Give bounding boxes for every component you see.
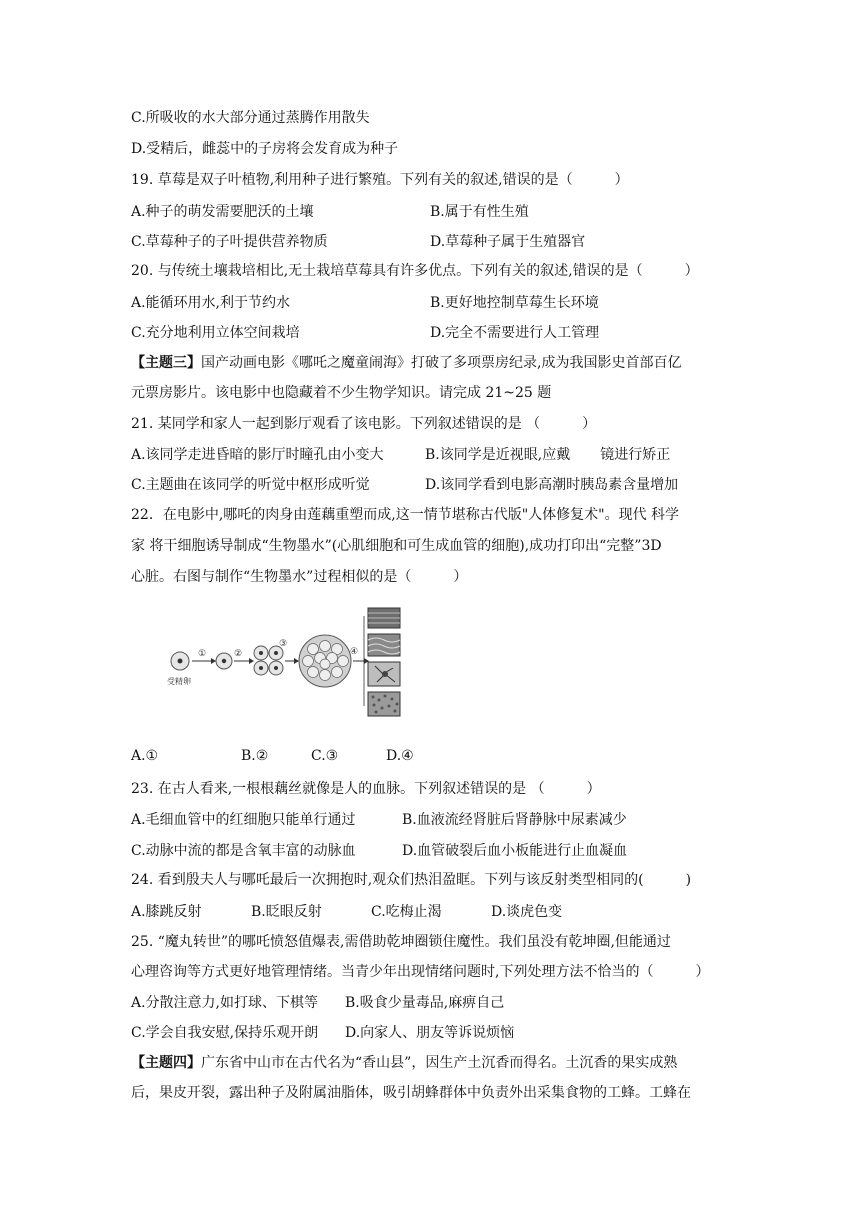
q23-option-b: B.血液流经肾脏后肾静脉中尿素减少 [402, 812, 627, 828]
q22-option-c: C.③ [311, 748, 339, 764]
question-23: 23. 在古人看来,一根根藕丝就像是人的血脉。下列叙述错误的是 （ ） [131, 781, 601, 797]
four-cells [254, 646, 283, 675]
step-1-label: ① [198, 649, 207, 659]
q23-option-c: C.动脉中流的都是含氧丰富的动脉血 [131, 843, 356, 859]
question-22-line-3: 心脏。右图与制作“生物墨水”过程相似的是（ ） [131, 569, 468, 585]
q25-option-c: C.学会自我安慰,保持乐观开朗 [131, 1025, 319, 1041]
zygote-label: 受精卵 [167, 677, 191, 686]
q18-option-c: C.所吸收的水大部分通过蒸腾作用散失 [131, 110, 370, 126]
question-25-line-2: 心理咨询等方式更好地管理情绪。当青少年出现情绪问题时,下列处理方法不恰当的（ ） [131, 964, 710, 980]
arrow-3-head [294, 658, 299, 664]
theme-4-text-2: 后，果皮开裂，露出种子及附属油脂体，吸引胡蜂群体中负责外出采集食物的工蜂。工蜂在 [131, 1085, 691, 1101]
q21-option-a: A.该同学走进昏暗的影厅时瞳孔由小变大 [131, 447, 384, 463]
step-4-label: ④ [350, 647, 359, 657]
question-19: 19. 草莓是双子叶植物,利用种子进行繁殖。下列有关的叙述,错误的是（ ） [131, 172, 629, 188]
cell-differentiation-figure [163, 604, 408, 720]
q24-option-b: B.眨眼反射 [251, 904, 322, 920]
question-24: 24. 看到殷夫人与哪吒最后一次拥抱时,观众们热泪盈眶。下列与该反射类型相同的( ) [131, 872, 692, 888]
q20-option-d: D.完全不需要进行人工管理 [430, 325, 600, 341]
cell-figure-svg [163, 604, 408, 720]
q24-option-c: C.吃梅止渴 [371, 904, 442, 920]
theme-4-text-1: 广东省中山市在古代名为“香山县”，因生产土沉香而得名。土沉香的果实成熟 [201, 1055, 678, 1071]
q22-option-d: D.④ [386, 748, 414, 764]
q25-option-b: B.吸食少量毒品,麻痹自己 [345, 995, 505, 1011]
theme-4-tag: 【主题四】 [131, 1055, 201, 1071]
q18-option-d: D.受精后，雌蕊中的子房将会发育成为种子 [131, 141, 399, 157]
cell-mass [299, 635, 351, 687]
q19-option-c: C.草莓种子的子叶提供营养物质 [131, 234, 328, 250]
q19-option-d: D.草莓种子属于生殖器官 [430, 234, 586, 250]
q25-option-a: A.分散注意力,如打球、下棋等 [131, 995, 319, 1011]
theme-3-intro [131, 353, 681, 373]
q19-option-b: B.属于有性生殖 [430, 204, 529, 220]
q21-option-b [425, 444, 670, 464]
q25-option-d: D.向家人、朋友等诉说烦恼 [345, 1025, 515, 1041]
q21-option-c: C.主题曲在该同学的听觉中枢形成听觉 [131, 477, 370, 493]
q19-option-a: A.种子的萌发需要肥沃的土壤 [131, 204, 314, 220]
q20-option-a: A.能循环用水,利于节约水 [131, 295, 291, 311]
question-22-line-1: 22．在电影中,哪吒的肉身由莲藕重塑而成,这一情节堪称古代版"人体修复术"。现代 科学 [131, 507, 680, 523]
tissue-images [368, 608, 400, 716]
q22-option-b: B.② [241, 748, 269, 764]
theme-3-text-2: 元票房影片。该电影中也隐藏着不少生物学知识。请完成 21~25 题 [131, 385, 552, 401]
question-21: 21. 某同学和家人一起到影厅观看了该电影。下列叙述错误的是 （ ） [131, 416, 597, 432]
q21-option-b-text: B.该同学是近视眼,应戴 [425, 447, 571, 463]
q24-option-a: A.膝跳反射 [131, 904, 202, 920]
theme-3-tag: 【主题三】 [131, 355, 201, 371]
arrow-2-head [249, 658, 254, 664]
q22-option-a: A.① [131, 748, 159, 764]
question-22-line-2: 家 将干细胞诱导制成“生物墨水”(心肌细胞和可生成血管的细胞),成功打印出“完整”3D [131, 538, 662, 554]
step-2-label: ② [234, 649, 243, 659]
question-25-line-1: 25. “魔丸转世”的哪吒愤怒值爆表,需借助乾坤圈锁住魔性。我们虽没有乾坤圈,但能通过 [131, 934, 671, 950]
theme-4-intro [131, 1053, 677, 1073]
q21-option-b-tail: 镜进行矫正 [600, 447, 671, 463]
step-3-label: ③ [279, 639, 288, 649]
question-20: 20. 与传统土壤栽培相比,无土栽培草莓具有许多优点。下列有关的叙述,错误的是（ ） [131, 263, 699, 279]
q20-option-b: B.更好地控制草莓生长环境 [430, 295, 599, 311]
q24-option-d: D.谈虎色变 [491, 904, 563, 920]
q21-option-d: D.该同学看到电影高潮时胰岛素含量增加 [425, 477, 679, 493]
two-cells [216, 653, 232, 669]
q23-option-d: D.血管破裂后血小板能进行止血凝血 [402, 843, 628, 859]
q23-option-a: A.毛细血管中的红细胞只能单行通过 [131, 812, 356, 828]
theme-3-text-1: 国产动画电影《哪吒之魔童闹海》打破了多项票房纪录,成为我国影史首部百亿 [201, 355, 682, 371]
arrow-1-head [211, 658, 216, 664]
q20-option-c: C.充分地利用立体空间栽培 [131, 325, 300, 341]
zygote-cell [171, 652, 189, 670]
